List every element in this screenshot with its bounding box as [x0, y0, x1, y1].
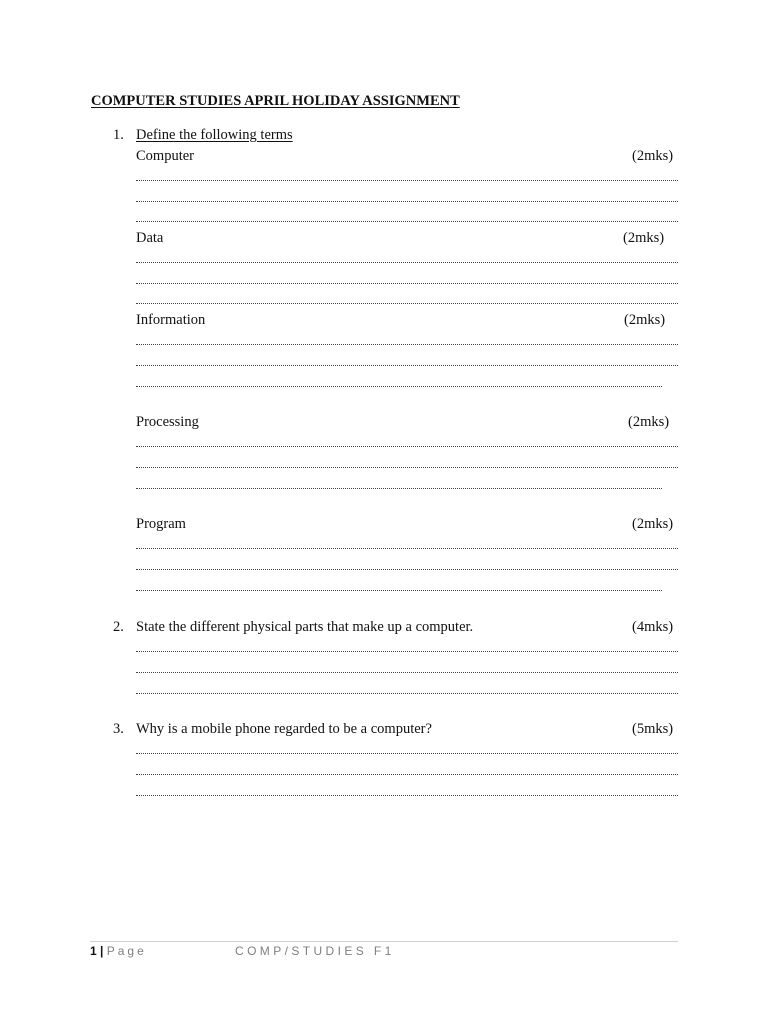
answer-line[interactable] [136, 386, 662, 393]
term-data-marks: (2mks) [623, 230, 665, 246]
answer-line[interactable] [136, 283, 678, 290]
question-1-text: Define the following terms [136, 127, 293, 143]
answer-line[interactable] [136, 590, 662, 597]
answer-line[interactable] [136, 651, 678, 658]
footer-page-indicator [90, 944, 147, 958]
answer-line[interactable] [136, 774, 678, 781]
answer-line[interactable] [136, 344, 678, 351]
footer-page-label: Page [106, 944, 147, 958]
term-information-marks: (2mks) [624, 312, 666, 328]
answer-line[interactable] [136, 753, 678, 760]
term-computer-marks: (2mks) [632, 148, 674, 164]
answer-line[interactable] [136, 488, 662, 495]
question-2-number: 2. [113, 619, 124, 635]
term-program-marks: (2mks) [632, 516, 674, 532]
term-processing-label: Processing [136, 414, 199, 430]
question-3-number: 3. [113, 721, 124, 737]
question-3-text: Why is a mobile phone regarded to be a computer? [136, 721, 432, 737]
answer-line[interactable] [136, 672, 678, 679]
answer-line[interactable] [136, 221, 678, 228]
question-2-marks: (4mks) [632, 619, 674, 635]
answer-line[interactable] [136, 693, 678, 700]
answer-line[interactable] [136, 365, 678, 372]
question-2-text: State the different physical parts that make up a computer. [136, 619, 474, 635]
footer-page-number: 1 [90, 944, 97, 958]
question-3-marks: (5mks) [632, 721, 674, 737]
footer-divider [90, 941, 678, 942]
answer-line[interactable] [136, 180, 678, 187]
term-computer-label: Computer [136, 148, 194, 164]
answer-line[interactable] [136, 446, 678, 453]
question-1-number: 1. [113, 127, 124, 143]
footer-separator: | [100, 944, 104, 958]
term-program-label: Program [136, 516, 186, 532]
answer-line[interactable] [136, 467, 678, 474]
answer-line[interactable] [136, 569, 678, 576]
footer-course-label: COMP/STUDIES F1 [235, 944, 395, 958]
answer-line[interactable] [136, 303, 678, 310]
term-data-label: Data [136, 230, 164, 246]
answer-line[interactable] [136, 262, 678, 269]
answer-line[interactable] [136, 548, 678, 555]
term-information-label: Information [136, 312, 206, 328]
document-title: COMPUTER STUDIES APRIL HOLIDAY ASSIGNMENT [91, 93, 460, 109]
answer-line[interactable] [136, 201, 678, 208]
term-processing-marks: (2mks) [628, 414, 670, 430]
answer-line[interactable] [136, 795, 678, 802]
